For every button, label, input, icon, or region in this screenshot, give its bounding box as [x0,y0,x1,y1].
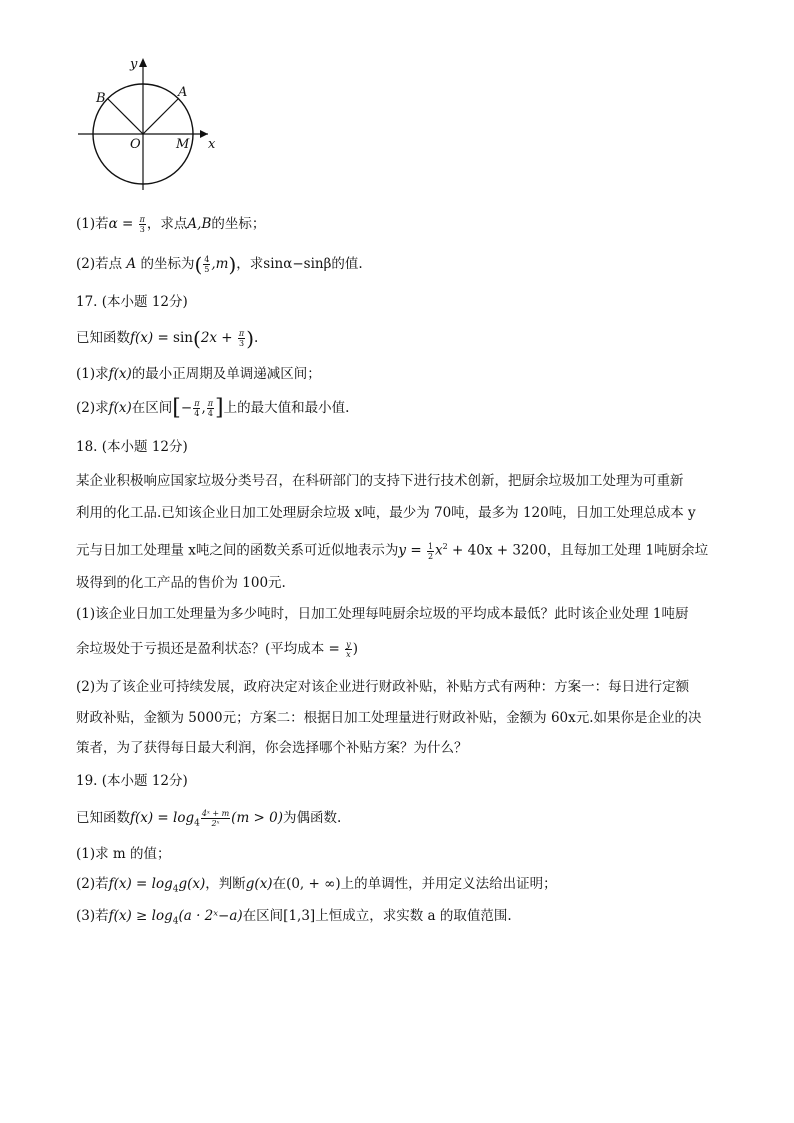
frac-pi-4-b: $\frac{\pi}{4}$ [207,399,214,418]
q18-heading: 18. (本小题 12分) [76,439,188,455]
q17-stem: 已知函数f(x) = sin(2x + $\frac{\pi}{3}$ ). [76,326,259,351]
q18-stem-line1: 某企业积极响应国家垃圾分类号召，在科研部门的支持下进行技术创新，把厨余垃圾加工处理为可重新 [76,473,684,489]
q18-part1-line2: 余垃圾处于亏损还是盈利状态？(平均成本 = $\frac{y}{x}$ ) [76,640,358,659]
q19-heading: 19. (本小题 12分) [76,773,188,789]
frac-1-2: $\frac{1}{2}$ [427,541,434,561]
q18-part1-line1: (1)该企业日加工处理量为多少吨时，日加工处理每吨厨余垃圾的平均成本最低？此时该企业处理 1吨厨 [76,606,689,622]
label-x: x [208,137,216,152]
q17-heading: 17. (本小题 12分) [76,294,188,310]
frac-4-5: $\frac{4}{5}$ [204,255,210,274]
q17-part2: (2)求f(x)在区间[− $\frac{\pi}{4}$ , $\frac{\pi}{4}$ ]上的最大值和最小值. [76,395,350,421]
q16-part1: (1)若α = $\frac{\pi}{3}$ ，求点A,B的坐标； [76,215,266,234]
label-O: O [130,137,141,152]
q18-stem-line4: 圾得到的化工产品的售价为 100元. [76,575,286,591]
label-y: y [130,57,138,72]
frac-pi-3-b: $\frac{\pi}{3}$ [238,329,245,348]
q19-stem: 已知函数$f(x) = \log_4$ $\frac{\text{4ˣ + m}}{\text{2ˣ}}$ (m > 0)为偶函数. [76,809,342,829]
x-axis-arrow [200,130,208,138]
q18-part2-line2: 财政补贴，金额为 5000元；方案二：根据日加工处理量进行财政补贴，金额为 60x元.如果你是企业的决 [76,710,702,726]
q19-part3: (3)若$f(x) \ge \log_4(a$ · 2ˣ−a)在区间[1,3]上恒成立，求实数 a 的取值范围. [76,908,512,927]
label-M: M [176,137,190,152]
q17-part1: (1)求f(x)的最小正周期及单调递减区间； [76,366,321,382]
q19-part1: (1)求 m 的值； [76,846,171,862]
q18-part2-line3: 策者，为了获得每日最大利润，你会选择哪个补贴方案？为什么？ [76,740,468,756]
y-axis-arrow [139,58,147,67]
frac-y-x: $\frac{y}{x}$ [346,640,351,659]
ray-OA [143,99,178,134]
label-B: B [96,91,106,106]
frac-pi-3: $\frac{\pi}{3}$ [139,215,145,234]
frac-4x-m-2x: $\frac{\text{4ˣ + m}}{\text{2ˣ}}$ [201,809,230,828]
unit-circle-figure [70,52,230,192]
label-A: A [178,85,188,100]
q18-stem-line3: 元与日加工处理量 x吨之间的函数关系可近似地表示为y = $\frac{1}{2}$ $x^2 + 40x + 3200$，且每加工处理 1吨厨余垃 [76,541,709,561]
q18-stem-line2: 利用的化工品.已知该企业日加工处理厨余垃圾 x吨，最少为 70吨，最多为 120吨，日加工处理总成本 y [76,505,696,521]
frac-pi-4-a: $\frac{\pi}{4}$ [194,399,200,418]
q19-part2: (2)若$f(x) = \log_4g(x)$，判断g(x)在(0, + ∞)上的单调性，并用定义法给出证明； [76,876,557,895]
q18-part2-line1: (2)为了该企业可持续发展，政府决定对该企业进行财政补贴，补贴方式有两种：方案一：每日进行定额 [76,679,690,695]
ray-OB [108,99,143,134]
q16-part2: (2)若点 A 的坐标为( $\frac{4}{5}$ ,m)，求sinα−sinβ的值. [76,252,363,277]
